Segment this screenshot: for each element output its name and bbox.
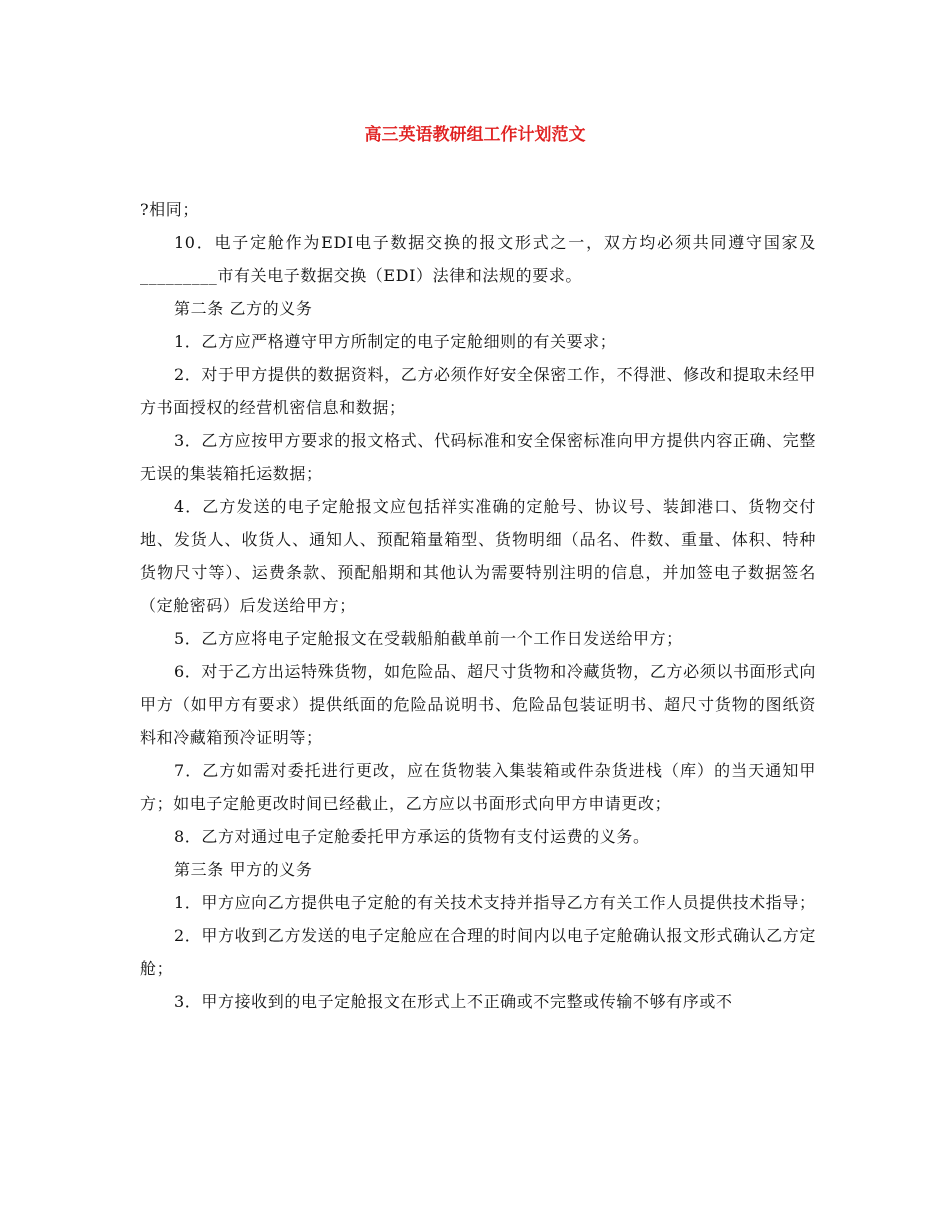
paragraph: 1．甲方应向乙方提供电子定舱的有关技术支持并指导乙方有关工作人员提供技术指导； [174,893,816,912]
paragraph: 8．乙方对通过电子定舱委托甲方承运的货物有支付运费的义务。 [174,827,650,846]
section-heading: 第三条 甲方的义务 [174,860,313,879]
paragraph: 3．甲方接收到的电子定舱报文在形式上不正确或不完整或传输不够有序或不 [174,992,733,1011]
paragraph: 2．甲方收到乙方发送的电子定舱应在合理的时间内以电子定舱确认报文形式确认乙方定舱； [140,926,816,978]
paragraph: ?相同； [140,200,199,219]
section-heading: 第二条 乙方的义务 [174,299,313,318]
paragraph: 3．乙方应按甲方要求的报文格式、代码标准和安全保密标准向甲方提供内容正确、完整无误的集装箱托运数据； [140,431,816,483]
document-title: 高三英语教研组工作计划范文 [364,125,586,145]
paragraph: 4．乙方发送的电子定舱报文应包括祥实准确的定舱号、协议号、装卸港口、货物交付地、发货人、收货人、通知人、预配箱量箱型、货物明细（品名、件数、重量、体积、特种货物尺寸等）、运费条款、预配船期和其他认为需要特别注明的信息，并加签电子数据签名（定舱密码）后发送给甲方； [140,497,816,615]
paragraph: 10．电子定舱作为EDI电子数据交换的报文形式之一，双方均必须共同遵守国家及_________市有关电子数据交换（EDI）法律和法规的要求。 [140,233,816,285]
paragraph: 1．乙方应严格遵守甲方所制定的电子定舱细则的有关要求； [174,332,617,351]
paragraph: 7．乙方如需对委托进行更改，应在货物装入集装箱或件杂货进栈（库）的当天通知甲方；如电子定舱更改时间已经截止，乙方应以书面形式向甲方申请更改； [140,761,816,813]
paragraph: 6．对于乙方出运特殊货物，如危险品、超尺寸货物和冷藏货物，乙方必须以书面形式向甲方（如甲方有要求）提供纸面的危险品说明书、危险品包装证明书、超尺寸货物的图纸资料和冷藏箱预冷证明等； [140,662,816,747]
paragraph: 2．对于甲方提供的数据资料，乙方必须作好安全保密工作，不得泄、修改和提取未经甲方书面授权的经营机密信息和数据； [140,365,816,417]
paragraph: 5．乙方应将电子定舱报文在受载船舶截单前一个工作日发送给甲方； [174,629,683,648]
document-body [140,193,816,1018]
